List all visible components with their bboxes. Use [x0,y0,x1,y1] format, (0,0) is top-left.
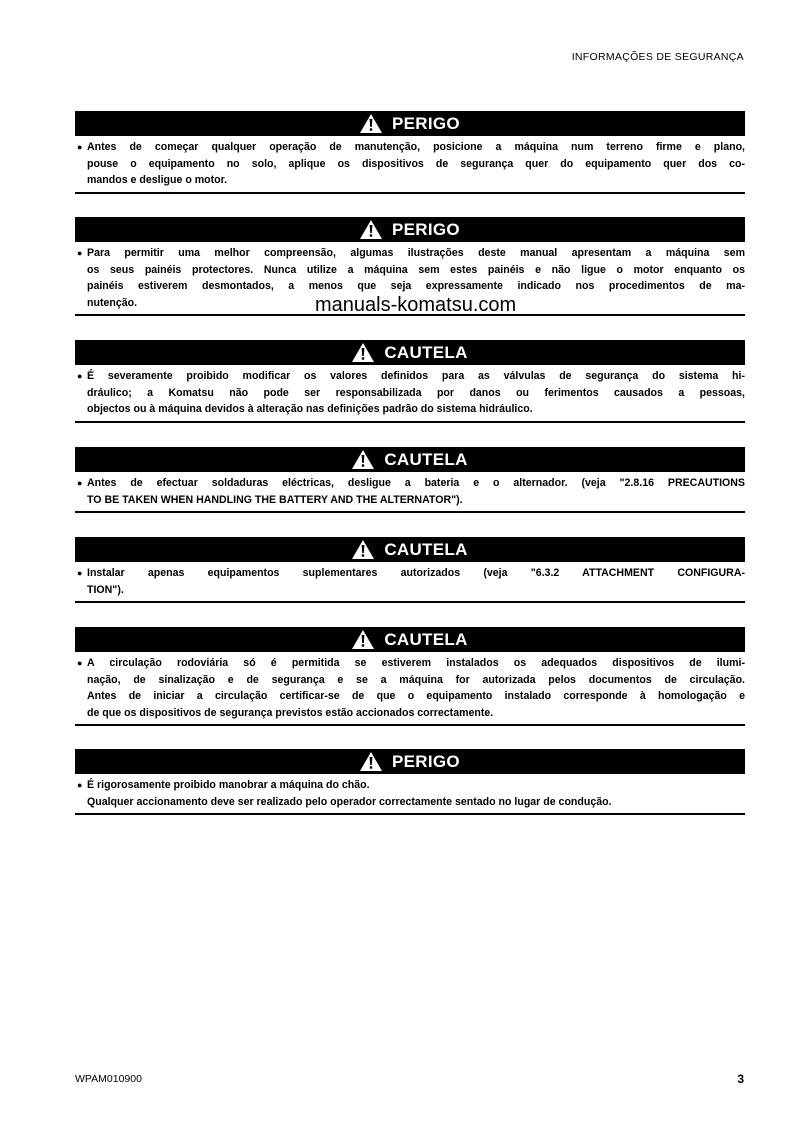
notice-cautela [75,537,745,603]
bullet-icon: ● [77,568,83,578]
notice-body [75,365,745,418]
divider [75,192,745,194]
notice-text-line: A circulação rodoviária só é permitida se estiverem instalados os adequados dispositivos de ilumi- [87,657,745,669]
divider [75,601,745,603]
bullet-icon: ● [77,658,83,668]
notice-text-line: de que os dispositivos de segurança previstos estão accionados correctamente. [87,706,494,719]
notice-body [75,136,745,189]
notice-banner [75,340,745,365]
notice-level: CAUTELA [384,449,468,469]
notice-text-line: os seus painéis protectores. Nunca utilize a máquina sem estes painéis e não ligue o motor enquanto os [87,263,745,276]
bullet-icon: ● [77,478,83,488]
warning-triangle-icon [360,752,382,771]
notice-text-line: painéis estiverem desmontados, a menos que seja expressamente indicado nos procedimentos de ma- [87,280,745,292]
watermark: manuals-komatsu.com [315,294,517,316]
notice-text-line: objectos ou à máquina devidos à alteração nas definições padrão do sistema hidráulico. [87,403,533,415]
notice-body [75,652,745,721]
notice-body [75,472,745,508]
page-number: 3 [737,1072,744,1086]
notice-text-line: Antes de começar qualquer operação de manutenção, posicione a máquina num terreno firme e plano, [87,141,745,153]
bullet-icon: ● [77,248,83,258]
warning-triangle-icon [352,540,374,559]
notice-level: PERIGO [392,219,460,239]
notice-cautela [75,447,745,513]
notice-text-line: Instalar apenas equipamentos suplementares autorizados (veja "6.3.2 ATTACHMENT CONFIGURA- [87,567,745,579]
warning-triangle-icon [360,220,382,239]
notice-banner [75,217,745,242]
notice-body [75,774,745,810]
bullet-icon: ● [77,142,83,152]
notice-text-line: Antes de iniciar a circulação certificar-se de que o equipamento instalado corresponde à homologação e [87,690,745,702]
notice-perigo [75,111,745,194]
warning-triangle-icon [360,114,382,133]
notice-text-line: nação, de sinalização e de segurança e se a máquina for autorizada pelos documentos de circulação. [87,673,745,686]
notice-level: CAUTELA [384,342,468,362]
notice-text-line: Qualquer accionamento deve ser realizado pelo operador correctamente sentado no lugar de condução. [87,795,612,808]
notice-level: CAUTELA [384,539,468,559]
notice-text-line: É rigorosamente proibido manobrar a máquina do chão. [87,779,370,791]
notice-text-line: pouse o equipamento no solo, aplique os dispositivos de segurança quer do equipamento quer dos co- [87,157,745,170]
divider [75,511,745,513]
notice-level: PERIGO [392,751,460,771]
notice-text-line: TION"). [87,583,124,596]
divider [75,813,745,815]
notice-text-line: Para permitir uma melhor compreensão, algumas ilustrações deste manual apresentam a máquina sem [87,247,745,259]
notice-text-line: dráulico; a Komatsu não pode ser responsabilizada por danos ou ferimentos causados a pessoas, [87,386,745,399]
notice-banner [75,537,745,562]
notice-text-line: TO BE TAKEN WHEN HANDLING THE BATTERY AND THE ALTERNATOR"). [87,493,463,506]
notice-cautela [75,627,745,726]
notice-text-line: mandos e desligue o motor. [87,174,228,186]
warning-triangle-icon [352,450,374,469]
notice-cautela [75,340,745,423]
notice-banner [75,627,745,652]
notice-text-line: Antes de efectuar soldaduras eléctricas, desligue a bateria e o alternador. (veja "2.8.16 PRECAUTIONS [87,477,745,489]
bullet-icon: ● [77,371,83,381]
notice-level: PERIGO [392,113,460,133]
notice-banner [75,749,745,774]
notice-perigo [75,749,745,815]
section-header: INFORMAÇÕES DE SEGURANÇA [571,51,744,63]
notice-text-line: É severamente proibido modificar os valores definidos para as válvulas de segurança do sistema hi- [87,370,745,382]
divider [75,724,745,726]
warning-triangle-icon [352,630,374,649]
notice-banner [75,111,745,136]
divider [75,421,745,423]
document-code: WPAM010900 [75,1073,142,1085]
notice-body [75,562,745,598]
bullet-icon: ● [77,780,83,790]
notice-banner [75,447,745,472]
notice-level: CAUTELA [384,629,468,649]
warning-triangle-icon [352,343,374,362]
notice-text-line: nutenção. [87,296,138,309]
